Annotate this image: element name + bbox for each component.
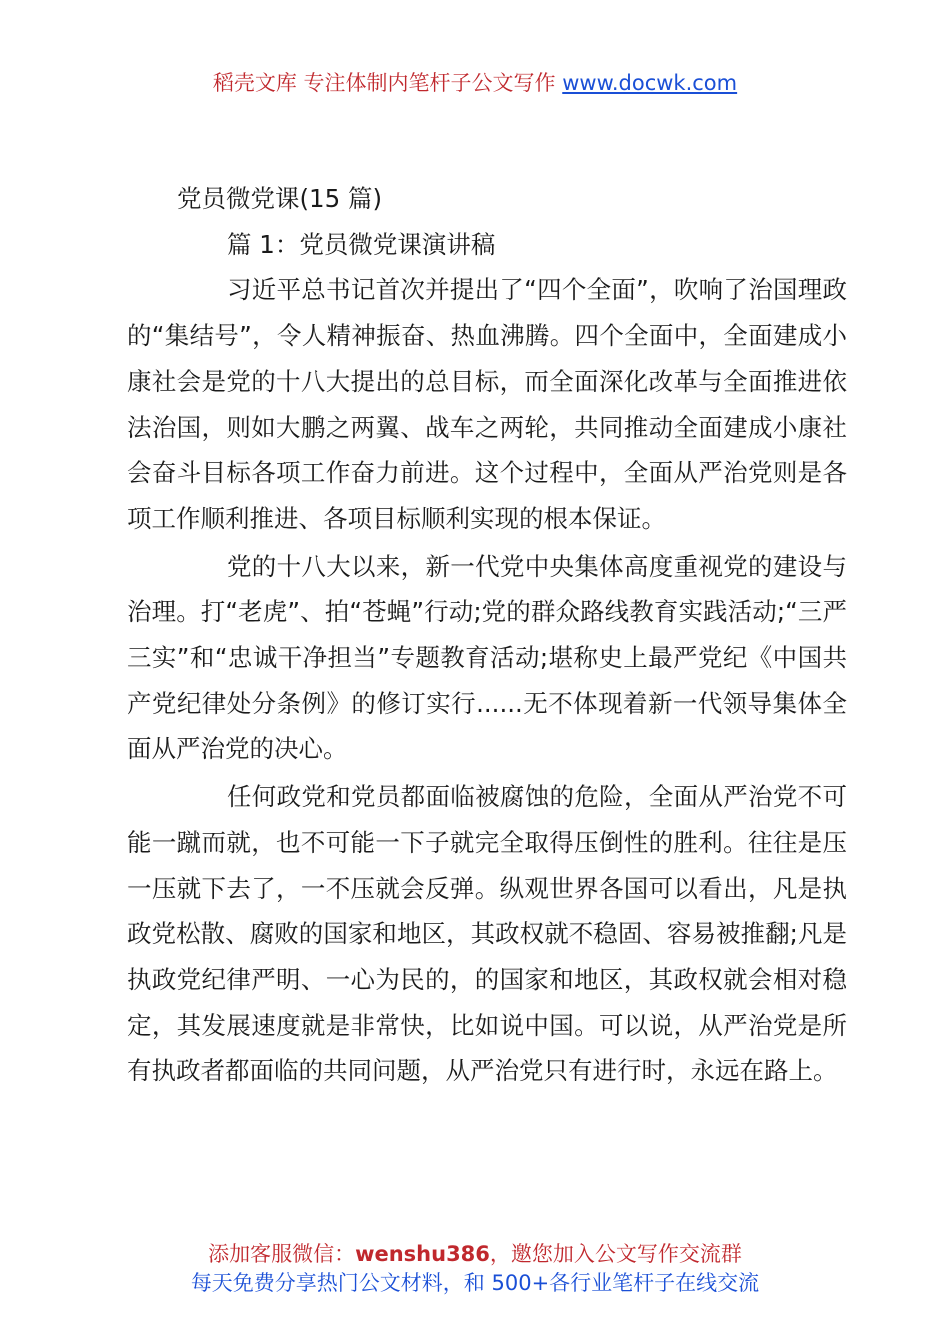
document-title: 党员微党课(15 篇) (177, 184, 383, 213)
document-subtitle: 篇 1：党员微党课演讲稿 (227, 229, 496, 259)
header-site-link[interactable]: www.docwk.com (562, 71, 738, 95)
paragraph-1: 习近平总书记首次并提出了“四个全面”，吹响了治国理政的“集结号”，令人精神振奋、热血沸腾。四个全面中，全面建成小康社会是党的十八大提出的总目标，而全面深化改革与全面推进依法治国，则如大鹏之两翼、战车之两轮，共同推动全面建成小康社会奋斗目标各项工作奋力前进。这个过程中，全面从严治党则是各项工作顺利推进、各项目标顺利实现的根本保证。 (127, 275, 847, 533)
paragraph-2: 党的十八大以来，新一代党中央集体高度重视党的建设与治理。打“老虎”、拍“苍蝇”行动;党的群众路线教育实践活动;“三严三实”和“忠诚干净担当”专题教育活动;堪称史上最严党纪《中国共产党纪律处分条例》的修订实行......无不体现着新一代领导集体全面从严治党的决心。 (127, 551, 847, 764)
footer-wechat-line (0, 1240, 950, 1268)
paragraph-3: 任何政党和党员都面临被腐蚀的危险，全面从严治党不可能一蹴而就，也不可能一下子就完全取得压倒性的胜利。往往是压一压就下去了，一不压就会反弹。纵观世界各国可以看出，凡是执政党松散、腐败的国家和地区，其政权就不稳固、容易被推翻;凡是执政党纪律严明、一心为民的，的国家和地区，其政权就会相对稳定，其发展速度就是非常快，比如说中国。可以说，从严治党是所有执政者都面临的共同问题，从严治党只有进行时，永远在路上。 (127, 782, 847, 1086)
header-brand-text: 稻壳文库 专注体制内笔杆子公文写作 (212, 71, 556, 95)
page-header (0, 68, 950, 98)
footer-share-line: 每天免费分享热门公文材料，和 500+各行业笔杆子在线交流 (190, 1271, 760, 1295)
footer-wechat-id: wenshu386 (355, 1242, 490, 1266)
document-body (127, 176, 847, 1094)
footer-wechat-suffix: ，邀您加入公文写作交流群 (489, 1242, 742, 1266)
footer-wechat-prefix: 添加客服微信： (208, 1242, 356, 1266)
